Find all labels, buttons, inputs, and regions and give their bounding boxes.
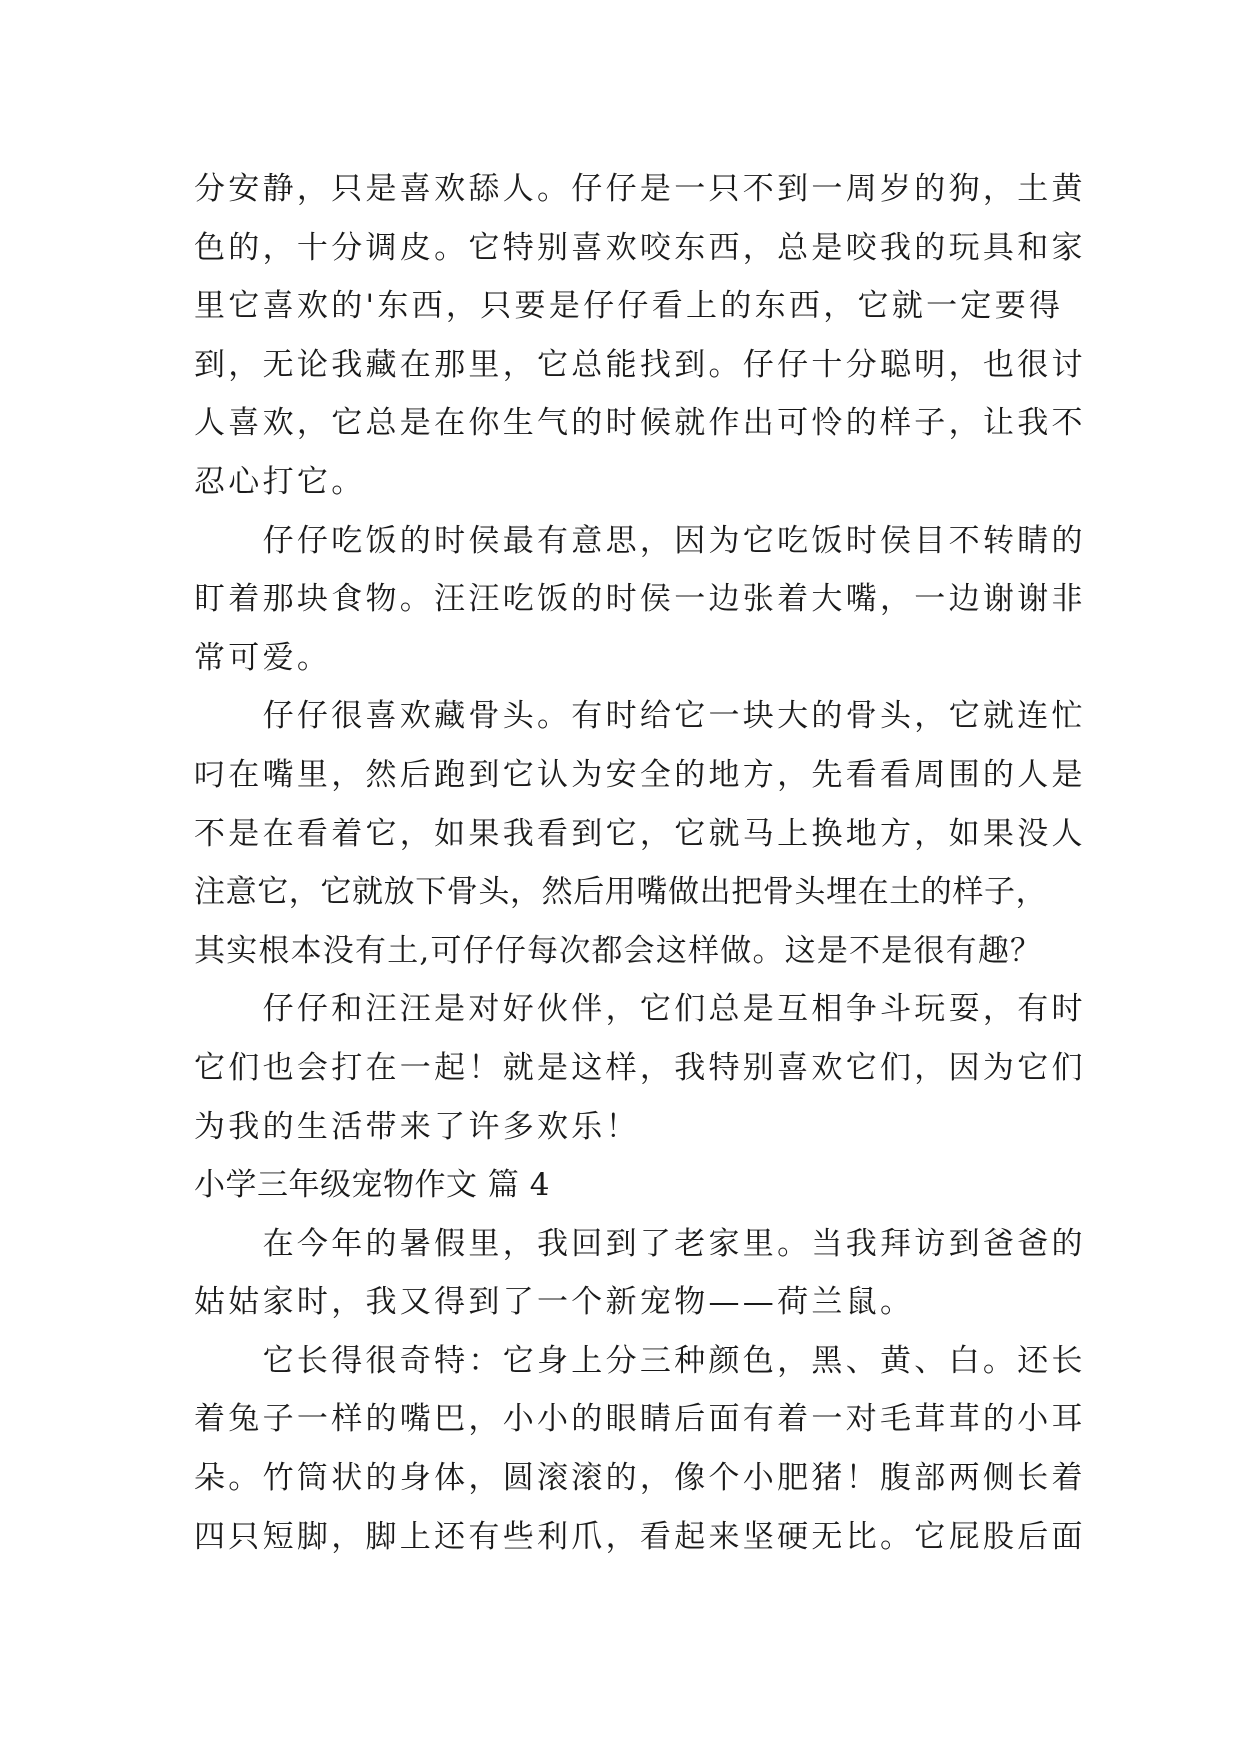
text-line: 常可爱。 [194,639,332,676]
text-line: 它们也会打在一起！就是这样，我特别喜欢它们，因为它们 [194,1049,1086,1086]
text-line: 着兔子一样的嘴巴，小小的眼睛后面有着一对毛茸茸的小耳 [194,1401,1086,1438]
text-line: 仔仔和汪汪是对好伙伴，它们总是互相争斗玩耍，有时 [194,991,1086,1028]
text-line: 到，无论我藏在那里，它总能找到。仔仔十分聪明，也很讨 [194,346,1086,383]
text-line: 里它喜欢的'东西，只要是仔仔看上的东西，它就一定要得 [194,288,1064,325]
section-heading: 小学三年级宠物作文 篇 4 [194,1167,550,1204]
text-line: 盯着那块食物。汪汪吃饭的时侯一边张着大嘴，一边谢谢非 [194,581,1086,618]
text-line: 叼在嘴里，然后跑到它认为安全的地方，先看看周围的人是 [194,756,1086,793]
essay-text [194,160,1086,1566]
text-line: 四只短脚，脚上还有些利爪，看起来坚硬无比。它屁股后面 [194,1518,1086,1555]
text-line: 分安静，只是喜欢舔人。仔仔是一只不到一周岁的狗，土黄 [194,171,1086,207]
text-line: 为我的生活带来了许多欢乐！ [194,1108,640,1145]
text-line: 不是在看着它，如果我看到它，它就马上换地方，如果没人 [194,815,1086,852]
text-line: 色的，十分调皮。它特别喜欢咬东西，总是咬我的玩具和家 [194,229,1086,266]
text-line: 它长得很奇特：它身上分三种颜色，黑、黄、白。还长 [194,1342,1086,1379]
text-line: 人喜欢，它总是在你生气的时候就作出可怜的样子，让我不 [194,405,1086,442]
text-line: 在今年的暑假里，我回到了老家里。当我拜访到爸爸的 [194,1225,1086,1262]
text-line: 姑姑家时，我又得到了一个新宠物——荷兰鼠。 [194,1284,915,1321]
text-line: 其实根本没有土,可仔仔每次都会这样做。这是不是很有趣？ [194,932,1043,969]
text-line: 注意它，它就放下骨头，然后用嘴做出把骨头埋在土的样子， [194,874,1048,911]
text-line: 朵。竹筒状的身体，圆滚滚的，像个小肥猪！腹部两侧长着 [194,1460,1086,1497]
text-line: 忍心打它。 [194,463,366,500]
text-line: 仔仔很喜欢藏骨头。有时给它一块大的骨头，它就连忙 [194,698,1086,735]
text-line: 仔仔吃饭的时侯最有意思，因为它吃饭时侯目不转睛的 [194,522,1086,559]
